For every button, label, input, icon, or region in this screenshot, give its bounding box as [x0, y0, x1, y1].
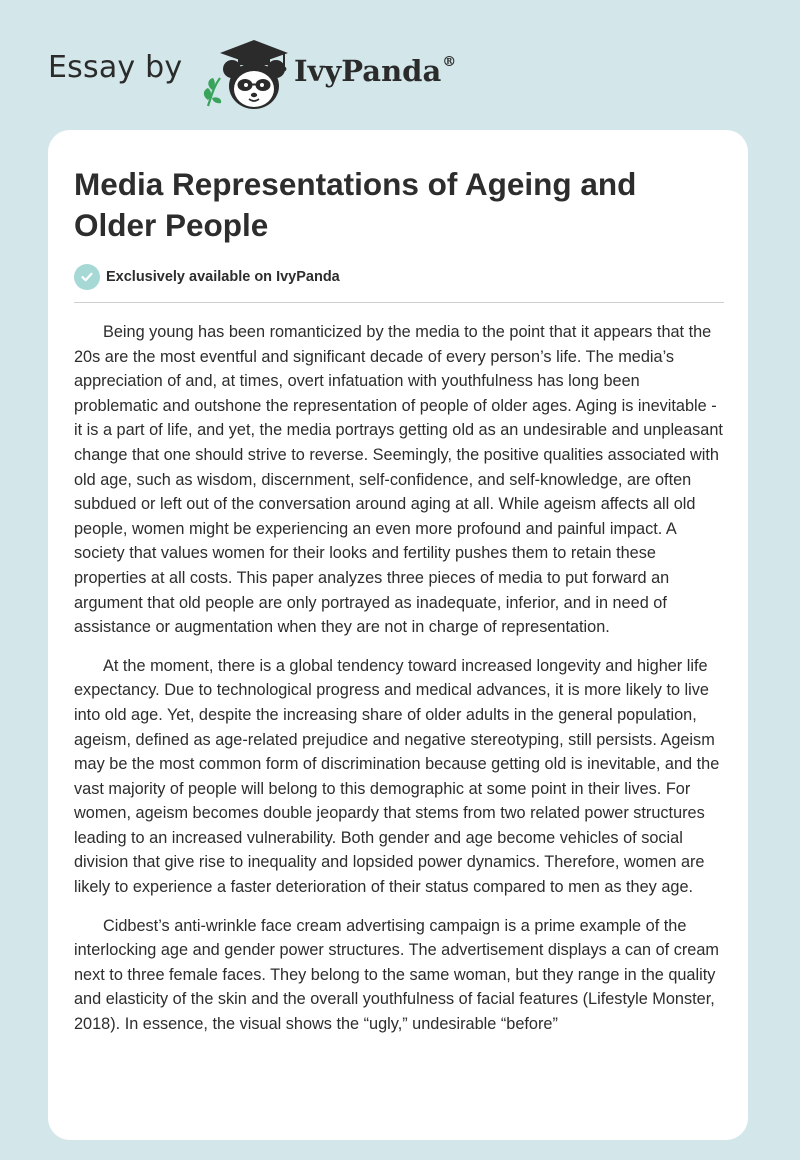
check-circle-icon: [74, 264, 100, 290]
panda-graduate-logo-icon[interactable]: [200, 36, 292, 112]
exclusive-label: Exclusively available on IvyPanda: [106, 269, 340, 285]
paragraph: At the moment, there is a global tendency toward increased longevity and higher life expectancy. Due to technological progress and medical advances, it is more likely to live into old age. Yet, despite the increasing share of older adults in the general population, ageism, defined as age-related prejudice and negative stereotyping, still persists. Ageism may be the most common form of discrimination because getting old is inevitable, and the vast majority of people will belong to this demographic at some point in their lives. For women, ageism becomes double jeopardy that stems from two related power structures leading to an increased vulnerability. Both gender and age become vehicles of social division that give rise to inequality and lopsided power dynamics. Therefore, women are likely to experience a faster deterioration of their status compared to men as they age.: [74, 656, 720, 897]
site-header: [48, 36, 752, 116]
exclusive-badge: [74, 264, 340, 290]
paragraph: Being young has been romanticized by the media to the point that it appears that the 20s are the most eventful and significant decade of every person’s life. The media’s appreciation of and, at times, overt infatuation with youthfulness has long been problematic and outshone the representation of people of older ages. Aging is inevitable - it is a part of life, and yet, the media portrays getting old as an undesirable and unpleasant change that one should strive to reverse. Seemingly, the positive qualities associated with old age, such as wisdom, discernment, self-confidence, and self-knowledge, are often subdued or left out of the conversation around aging at all. While ageism affects all old people, women might be experiencing an even more profound and painful impact. A society that values women for their looks and fertility pushes them to retain these properties at all costs. This paper analyzes three pieces of media to put forward an argument that old people are only portrayed as inadequate, inferior, and in need of assistance or augmentation when they are not in charge of representation.: [74, 323, 723, 637]
essay-by-label: Essay by: [48, 50, 183, 85]
registered-mark: ®: [442, 54, 457, 71]
page-title: Media Representations of Ageing and Older People: [74, 166, 637, 243]
divider: [74, 302, 724, 303]
essay-body: [74, 320, 726, 1051]
paragraph: Cidbest’s anti-wrinkle face cream advertising campaign is a prime example of the interlocking age and gender power structures. The advertisement displays a can of cream next to three female faces. They belong to the same woman, but they range in the quality and elasticity of the skin and the overall youthfulness of facial features (Lifestyle Monster, 2018). In essence, the visual shows the “ugly,” undesirable “before”: [74, 916, 719, 1034]
brand-name[interactable]: [294, 54, 456, 88]
essay-card: [48, 130, 748, 1140]
brand-text: IvyPanda: [294, 54, 442, 88]
